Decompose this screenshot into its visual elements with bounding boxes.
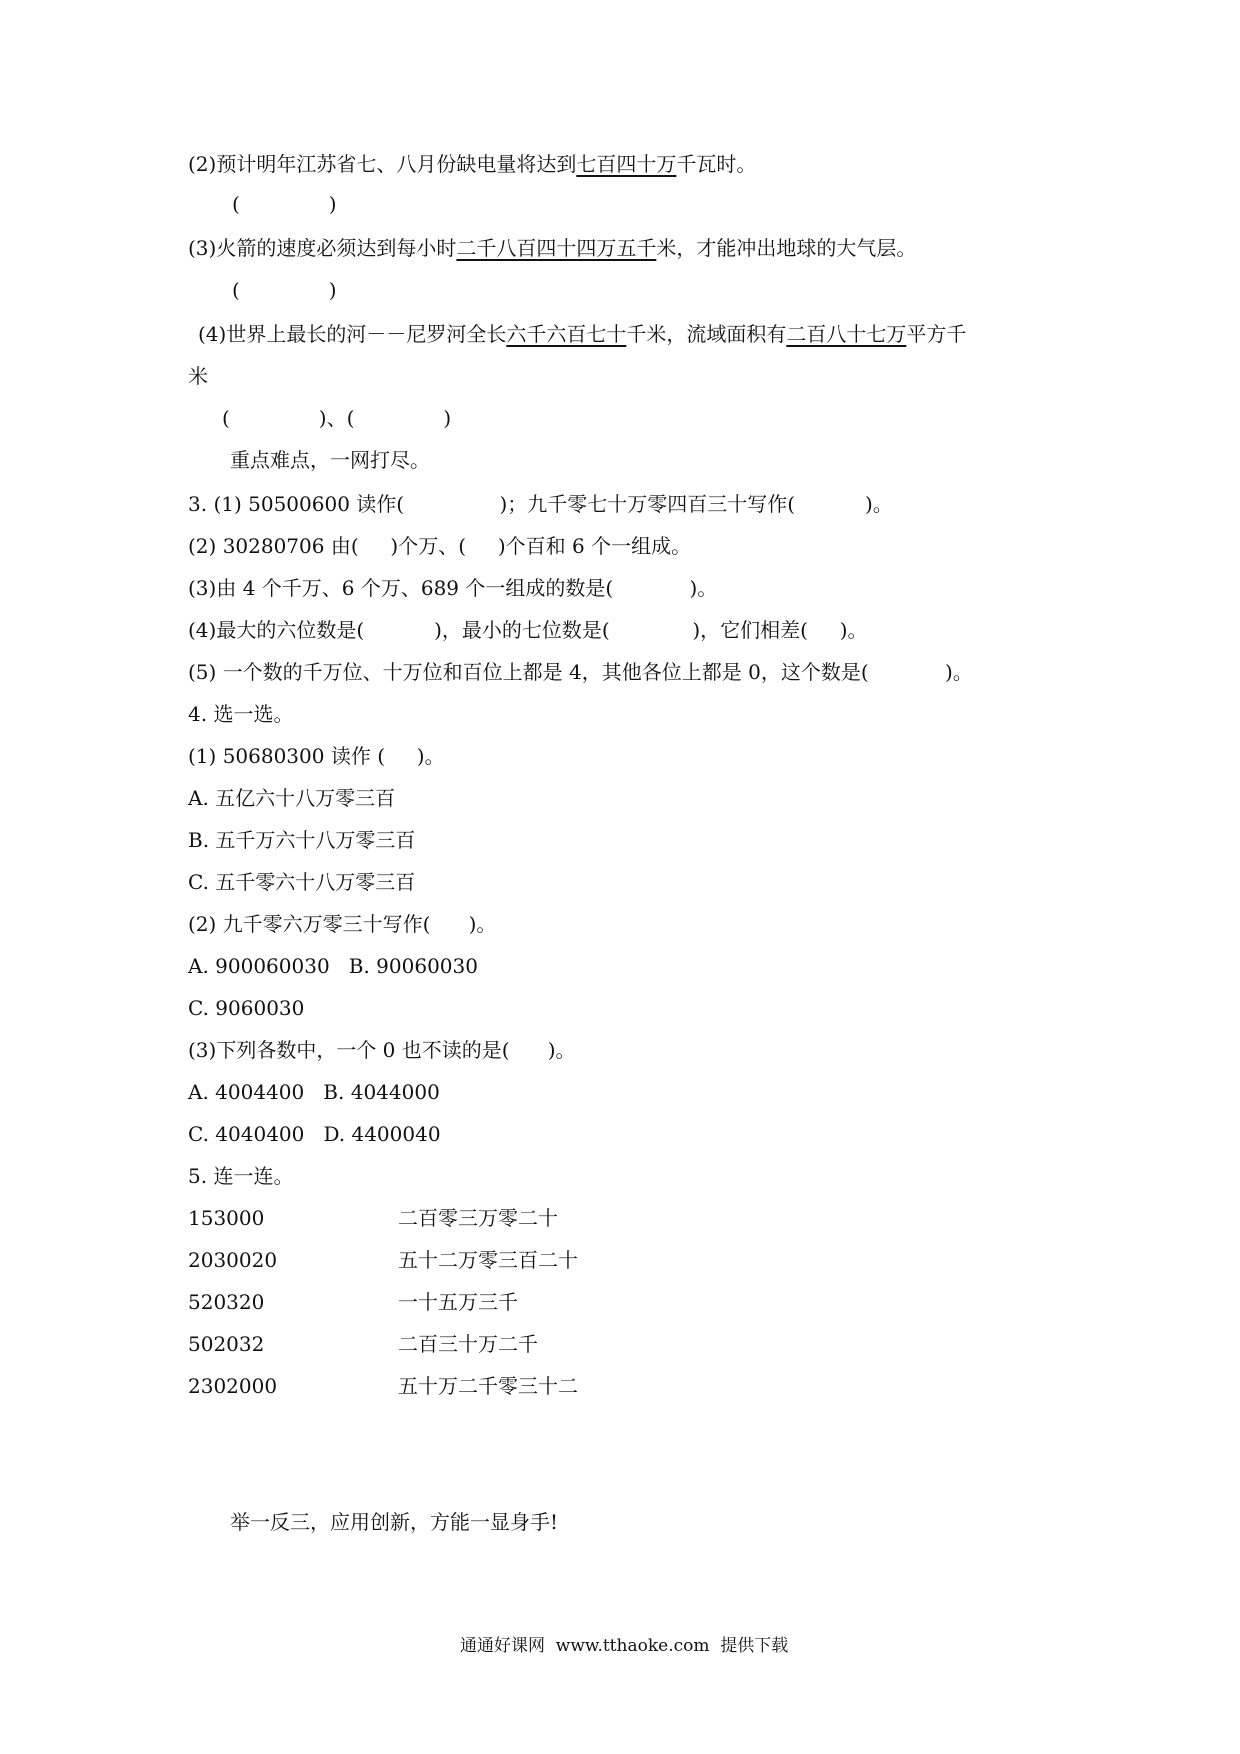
q2-item3: (3)火箭的速度必须达到每小时二千八百四十四万五千米，才能冲出地球的大气层。	[188, 236, 917, 260]
q5-number: 153000	[188, 1206, 265, 1230]
q5-word: 五十二万零三百二十	[398, 1248, 578, 1272]
q2-item2-answer-blank: ( )	[232, 192, 337, 216]
section-title: 重点难点，一网打尽。	[230, 448, 430, 472]
q5-title: 5. 连一连。	[188, 1164, 294, 1188]
q3-line-3: (3)由 4 个千万、6 个万、689 个一组成的数是( )。	[188, 576, 718, 600]
q4-sub1: (1) 50680300 读作 ( )。	[188, 744, 445, 768]
q4-sub1-option-c: C. 五千零六十八万零三百	[188, 870, 416, 894]
q4-sub3-options-cd: C. 4040400 D. 4400040	[188, 1122, 441, 1146]
q3-line-4: (4)最大的六位数是( )，最小的七位数是( )，它们相差( )。	[188, 618, 868, 642]
q5-word: 五十万二千零三十二	[398, 1374, 578, 1398]
underlined-number-words: 二千八百四十四万五千	[456, 236, 657, 260]
footer-credit: 通通好课网 www.tthaoke.com 提供下载	[460, 1636, 789, 1656]
q2-item4: (4)世界上最长的河－－尼罗河全长六千六百七十千米，流域面积有二百八十七万平方千	[198, 322, 967, 346]
q2-item4-wrap: 米	[188, 364, 208, 388]
q2-item2: (2)预计明年江苏省七、八月份缺电量将达到七百四十万千瓦时。	[188, 152, 757, 176]
q5-number: 2302000	[188, 1374, 278, 1398]
q5-word: 二百零三万零二十	[398, 1206, 558, 1230]
q3-line-2: (2) 30280706 由( )个万、( )个百和 6 个一组成。	[188, 534, 692, 558]
underlined-number-words: 七百四十万	[576, 152, 677, 176]
q5-word: 一十五万三千	[398, 1290, 518, 1314]
q4-title: 4. 选一选。	[188, 702, 294, 726]
q4-sub1-option-b: B. 五千万六十八万零三百	[188, 828, 416, 852]
q5-number: 2030020	[188, 1248, 278, 1272]
q3-line-5: (5) 一个数的千万位、十万位和百位上都是 4，其他各位上都是 0，这个数是( )。	[188, 660, 973, 684]
q4-sub2-option-c: C. 9060030	[188, 996, 305, 1020]
q4-sub2: (2) 九千零六万零三十写作( )。	[188, 912, 497, 936]
q3-line-1: 3. (1) 50500600 读作( )；九千零七十万零四百三十写作( )。	[188, 492, 893, 516]
closing-heading: 举一反三，应用创新，方能一显身手!	[230, 1510, 559, 1534]
q4-sub2-options-ab: A. 900060030 B. 90060030	[188, 954, 478, 978]
q4-sub1-option-a: A. 五亿六十八万零三百	[188, 786, 396, 810]
underlined-number-words: 六千六百七十	[506, 322, 627, 346]
q2-item3-answer-blank: ( )	[232, 278, 337, 302]
q5-number: 520320	[188, 1290, 265, 1314]
underlined-number-words: 二百八十七万	[786, 322, 907, 346]
q2-item4-answer-blanks: ( )、( )	[222, 406, 452, 430]
q4-sub3: (3)下列各数中，一个 0 也不读的是( )。	[188, 1038, 576, 1062]
q5-number: 502032	[188, 1332, 265, 1356]
q5-word: 二百三十万二千	[398, 1332, 538, 1356]
q4-sub3-options-ab: A. 4004400 B. 4044000	[188, 1080, 440, 1104]
